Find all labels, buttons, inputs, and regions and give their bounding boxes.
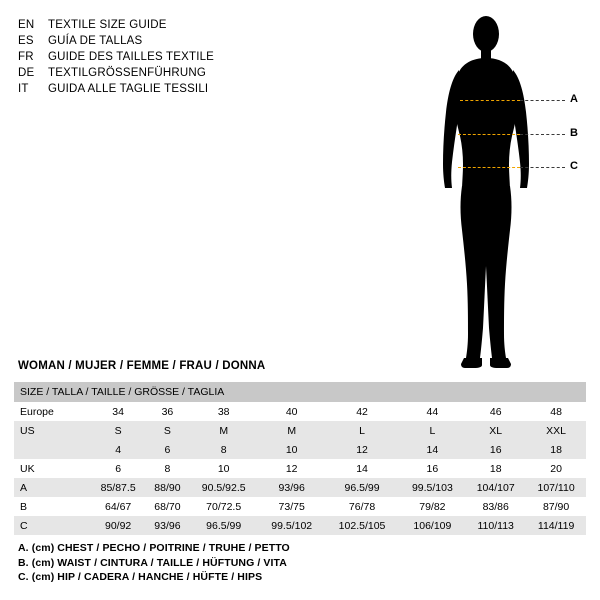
table-cell: 93/96 [146, 516, 188, 535]
measure-line-b [458, 134, 520, 135]
table-cell: 42 [325, 402, 400, 421]
measure-leader-c [520, 167, 565, 168]
measure-label-a: A [570, 93, 578, 105]
language-text: GUÍA DE TALLAS [48, 35, 143, 47]
measure-leader-b [520, 134, 565, 135]
row-label: US [14, 421, 90, 440]
row-label [14, 440, 90, 459]
language-text: TEXTILE SIZE GUIDE [48, 19, 167, 31]
table-cell: 83/86 [465, 497, 526, 516]
measure-label-c: C [570, 160, 578, 172]
table-cell: 16 [400, 459, 466, 478]
table-cell: 44 [400, 402, 466, 421]
language-text: GUIDE DES TAILLES TEXTILE [48, 51, 215, 63]
table-row [14, 459, 586, 478]
legend-line-a: A. (cm) CHEST / PECHO / POITRINE / TRUHE / PETTO [18, 542, 290, 554]
table-cell: 12 [259, 459, 325, 478]
table-cell: 90.5/92.5 [189, 478, 259, 497]
language-code: IT [18, 83, 29, 95]
table-cell: S [90, 421, 146, 440]
language-row [18, 34, 338, 49]
table-cell: 16 [465, 440, 526, 459]
table-cell: 90/92 [90, 516, 146, 535]
language-code: DE [18, 67, 35, 79]
table-cell: 14 [400, 440, 466, 459]
table-cell: 8 [189, 440, 259, 459]
table-cell: 10 [259, 440, 325, 459]
legend-line-b: B. (cm) WAIST / CINTURA / TAILLE / HÜFTUNG / VITA [18, 556, 287, 569]
table-cell: 6 [146, 440, 188, 459]
table-cell: 14 [325, 459, 400, 478]
table-cell: 6 [90, 459, 146, 478]
table-cell: 87/90 [526, 497, 586, 516]
body-figure [400, 8, 590, 373]
measure-label-b: B [570, 127, 578, 139]
table-cell: L [400, 421, 466, 440]
table-row [14, 440, 586, 459]
table-cell: 93/96 [259, 478, 325, 497]
table-cell: 4 [90, 440, 146, 459]
table-cell: 12 [325, 440, 400, 459]
table-cell: 96.5/99 [325, 478, 400, 497]
table-row [14, 402, 586, 421]
size-table [14, 382, 586, 535]
table-cell: M [259, 421, 325, 440]
table-row [14, 421, 586, 440]
table-cell: L [325, 421, 400, 440]
table-cell: 76/78 [325, 497, 400, 516]
measure-line-c [458, 167, 520, 168]
table-cell: S [146, 421, 188, 440]
table-cell: 114/119 [526, 516, 586, 535]
language-list [18, 18, 338, 98]
table-header-row [14, 382, 586, 402]
female-silhouette-icon [400, 8, 590, 373]
table-cell: 64/67 [90, 497, 146, 516]
table-cell: 85/87.5 [90, 478, 146, 497]
row-label: Europe [14, 402, 90, 421]
language-text: GUIDA ALLE TAGLIE TESSILI [48, 83, 209, 95]
table-cell: 10 [189, 459, 259, 478]
table-cell: 68/70 [146, 497, 188, 516]
table-cell: 107/110 [526, 478, 586, 497]
table-cell: 8 [146, 459, 188, 478]
table-cell: 96.5/99 [189, 516, 259, 535]
table-cell: 79/82 [400, 497, 466, 516]
table-cell: 18 [465, 459, 526, 478]
table-cell: 36 [146, 402, 188, 421]
table-cell: XXL [526, 421, 586, 440]
language-row [18, 18, 338, 33]
row-label: UK [14, 459, 90, 478]
table-cell: M [189, 421, 259, 440]
table-cell: 48 [526, 402, 586, 421]
table-row [14, 478, 586, 497]
table-cell: 88/90 [146, 478, 188, 497]
table-header-label: SIZE / TALLA / TAILLE / GRÖSSE / TAGLIA [14, 382, 586, 402]
row-label: B [14, 497, 90, 516]
table-row [14, 516, 586, 535]
table-cell: 110/113 [465, 516, 526, 535]
table-cell: 46 [465, 402, 526, 421]
measure-line-a [460, 100, 520, 101]
measure-leader-a [520, 100, 565, 101]
section-title: WOMAN / MUJER / FEMME / FRAU / DONNA [18, 360, 266, 372]
language-row [18, 66, 338, 81]
language-row [18, 50, 338, 65]
table-cell: 99.5/103 [400, 478, 466, 497]
table-cell: 106/109 [400, 516, 466, 535]
row-label: C [14, 516, 90, 535]
language-code: EN [18, 19, 35, 31]
table-cell: 18 [526, 440, 586, 459]
table-cell: 34 [90, 402, 146, 421]
table-cell: XL [465, 421, 526, 440]
table-cell: 73/75 [259, 497, 325, 516]
language-code: FR [18, 51, 34, 63]
table-cell: 99.5/102 [259, 516, 325, 535]
row-label: A [14, 478, 90, 497]
table-cell: 38 [189, 402, 259, 421]
table-cell: 20 [526, 459, 586, 478]
table-cell: 102.5/105 [325, 516, 400, 535]
measurement-legend [18, 541, 578, 585]
language-code: ES [18, 35, 34, 47]
language-text: TEXTILGRÖSSENFÜHRUNG [48, 67, 206, 79]
language-row [18, 82, 338, 97]
table-cell: 40 [259, 402, 325, 421]
legend-line-c: C. (cm) HIP / CADERA / HANCHE / HÜFTE / HIPS [18, 571, 263, 583]
table-cell: 70/72.5 [189, 497, 259, 516]
table-cell: 104/107 [465, 478, 526, 497]
table-row [14, 497, 586, 516]
